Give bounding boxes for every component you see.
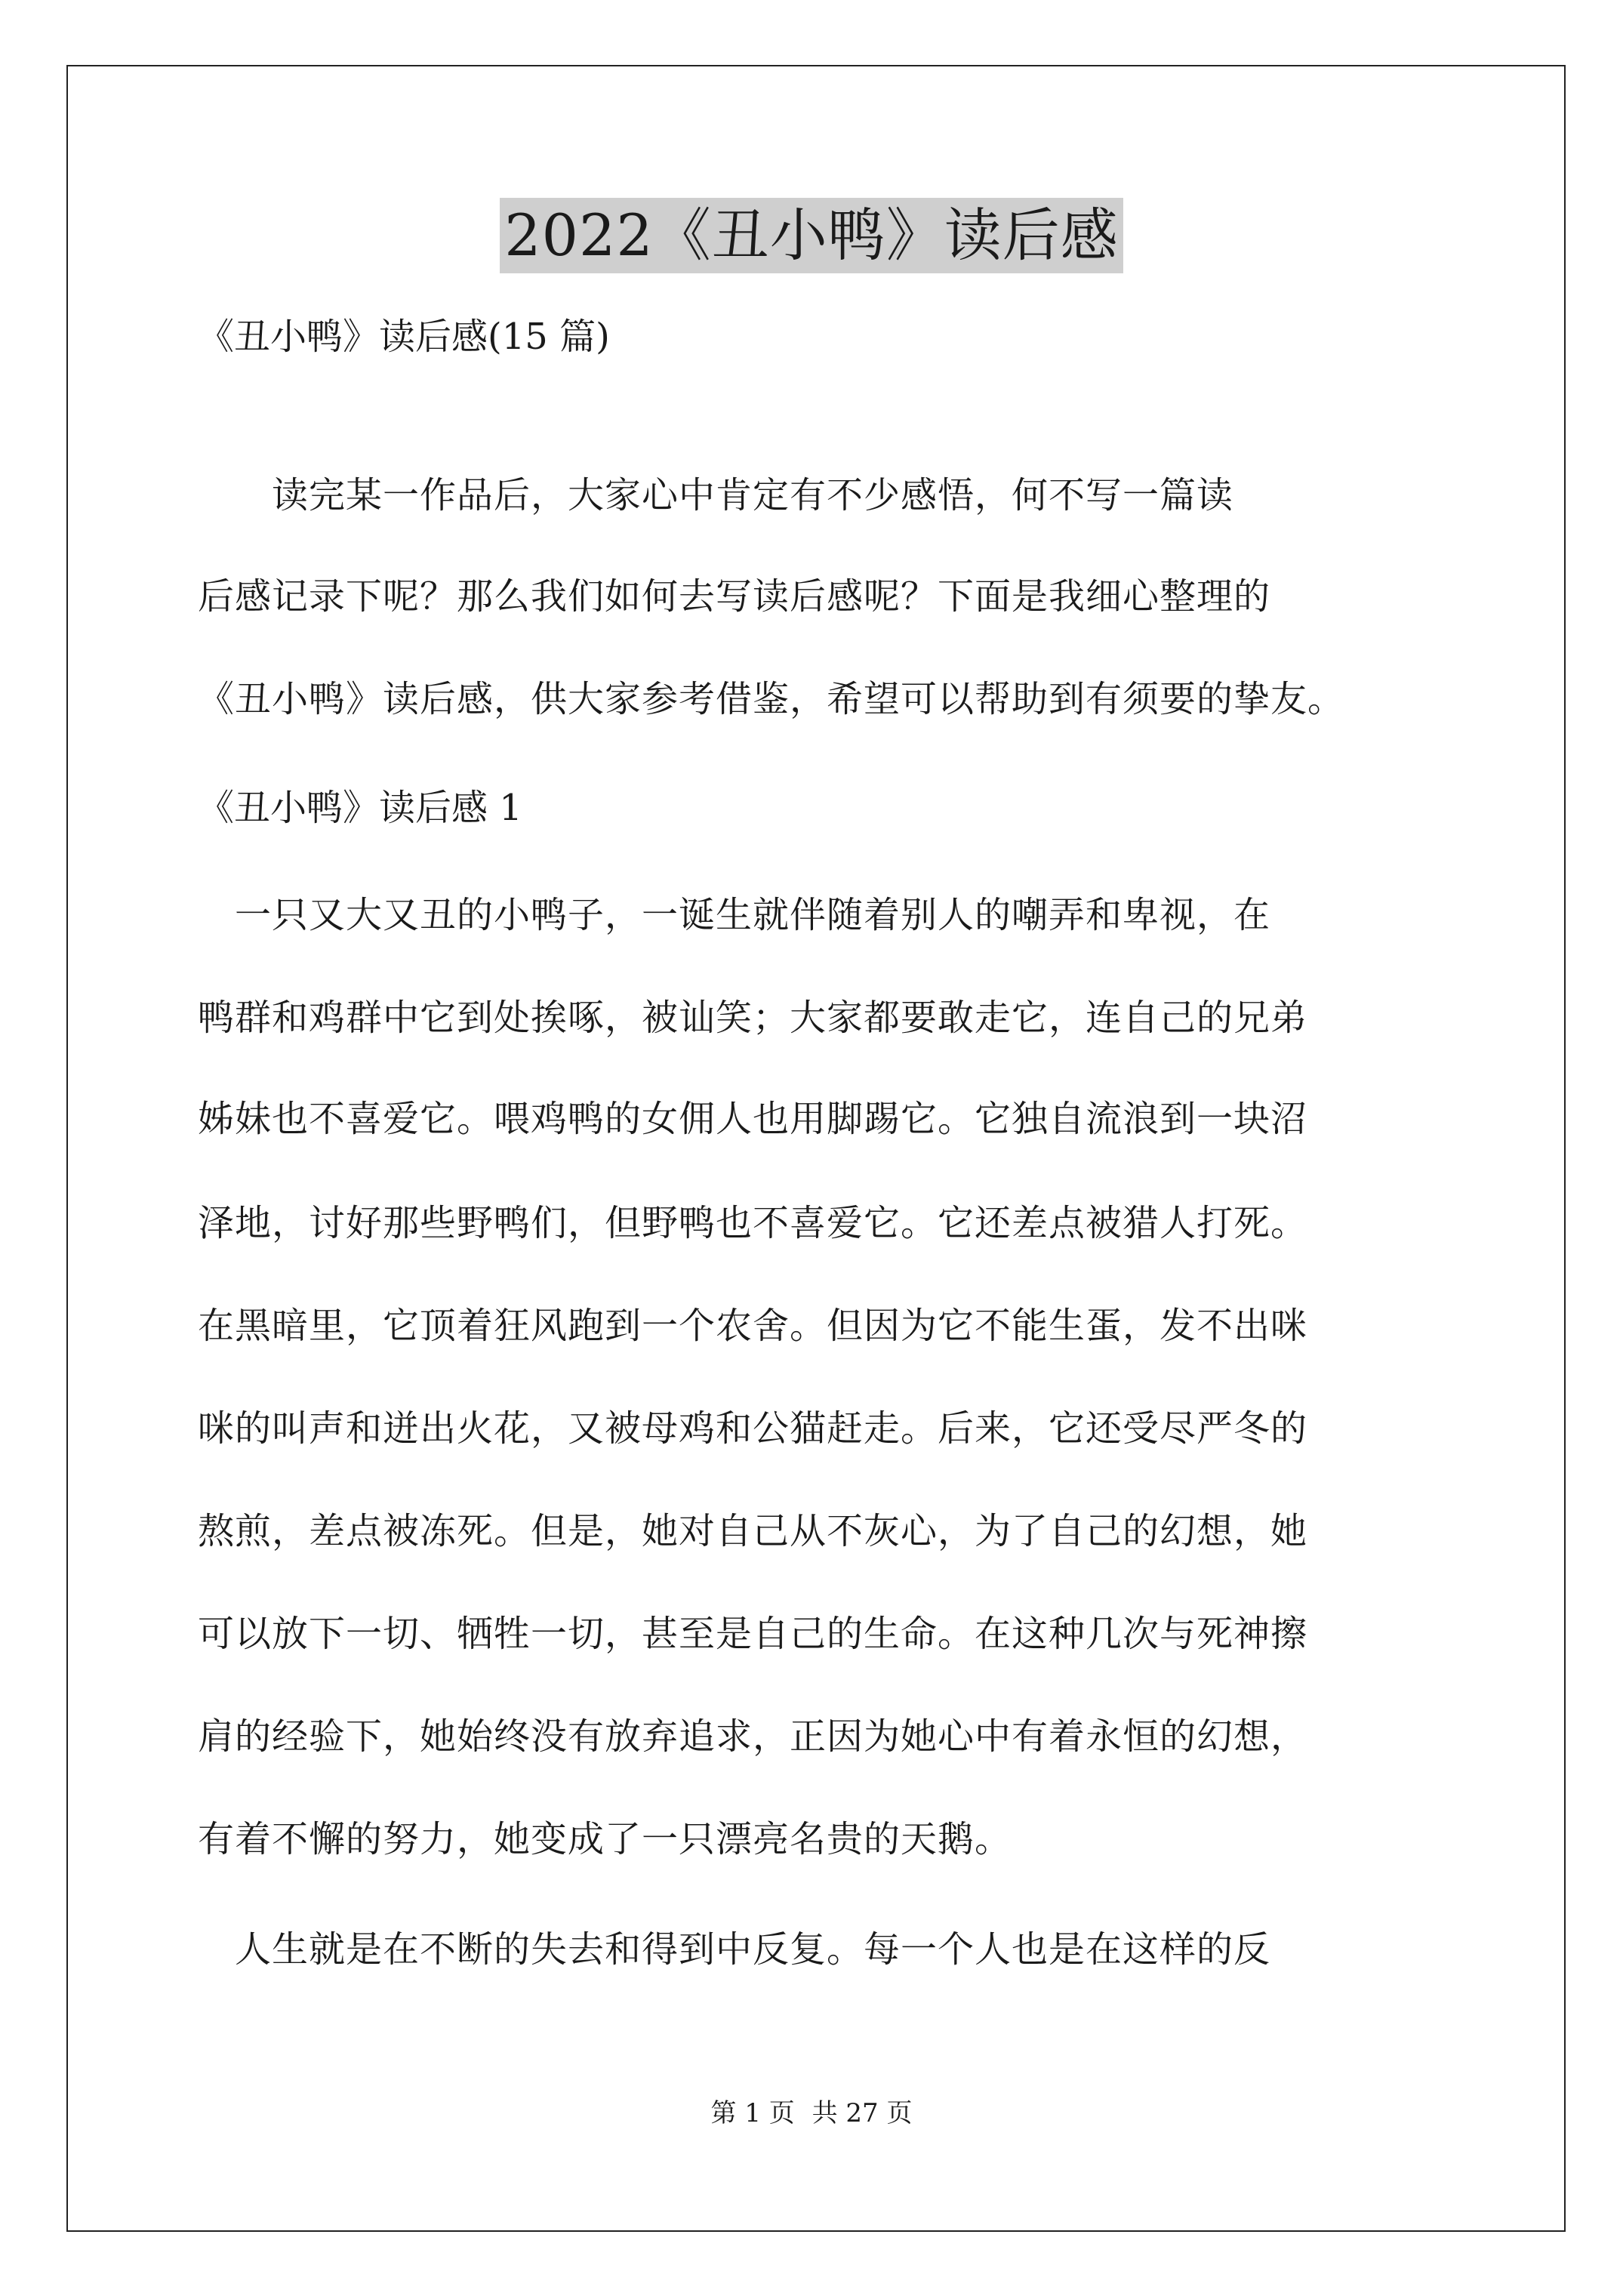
page-total: 共 27 页	[812, 2098, 913, 2128]
body-line: 鸭群和鸡群中它到处挨啄，被讪笑；大家都要敢走它，连自己的兄弟	[198, 997, 1308, 1039]
body-line: 一只又大又丑的小鸭子，一诞生就伴随着别人的嘲弄和卑视，在	[198, 894, 1271, 936]
document-subtitle: 《丑小鸭》读后感(15 篇)	[198, 316, 610, 358]
body-line: 在黑暗里，它顶着狂风跑到一个农舍。但因为它不能生蛋，发不出咪	[198, 1305, 1308, 1347]
title-container	[0, 198, 1623, 273]
document-title: 2022《丑小鸭》读后感	[500, 198, 1123, 273]
page-border	[66, 65, 1566, 2232]
body-line: 肩的经验下，她始终没有放弃追求，正因为她心中有着永恒的幻想，	[198, 1715, 1308, 1758]
body-line: 泽地，讨好那些野鸭们，但野鸭也不喜爱它。它还差点被猎人打死。	[198, 1202, 1308, 1244]
body-line: 有着不懈的努力，她变成了一只漂亮名贵的天鹅。	[198, 1818, 1012, 1860]
body-line: 熬煎，差点被冻死。但是，她对自己从不灰心，为了自己的幻想，她	[198, 1510, 1308, 1552]
body-line: 咪的叫声和迸出火花，又被母鸡和公猫赶走。后来，它还受尽严冬的	[198, 1407, 1308, 1450]
body-line: 人生就是在不断的失去和得到中反复。每一个人也是在这样的反	[198, 1928, 1271, 1971]
body-line: 可以放下一切、牺牲一切，甚至是自己的生命。在这种几次与死神擦	[198, 1613, 1308, 1655]
body-line: 姊妹也不喜爱它。喂鸡鸭的女佣人也用脚踢它。它独自流浪到一块沼	[198, 1098, 1308, 1140]
page-number: 第 1 页	[710, 2098, 795, 2128]
intro-line: 后感记录下呢？那么我们如何去写读后感呢？下面是我细心整理的	[198, 575, 1271, 618]
intro-line: 《丑小鸭》读后感，供大家参考借鉴，希望可以帮助到有须要的挚友。	[198, 678, 1345, 720]
page-footer	[0, 2097, 1623, 2130]
intro-line: 读完某一作品后，大家心中肯定有不少感悟，何不写一篇读	[198, 474, 1234, 516]
section-heading: 《丑小鸭》读后感 1	[198, 787, 522, 829]
